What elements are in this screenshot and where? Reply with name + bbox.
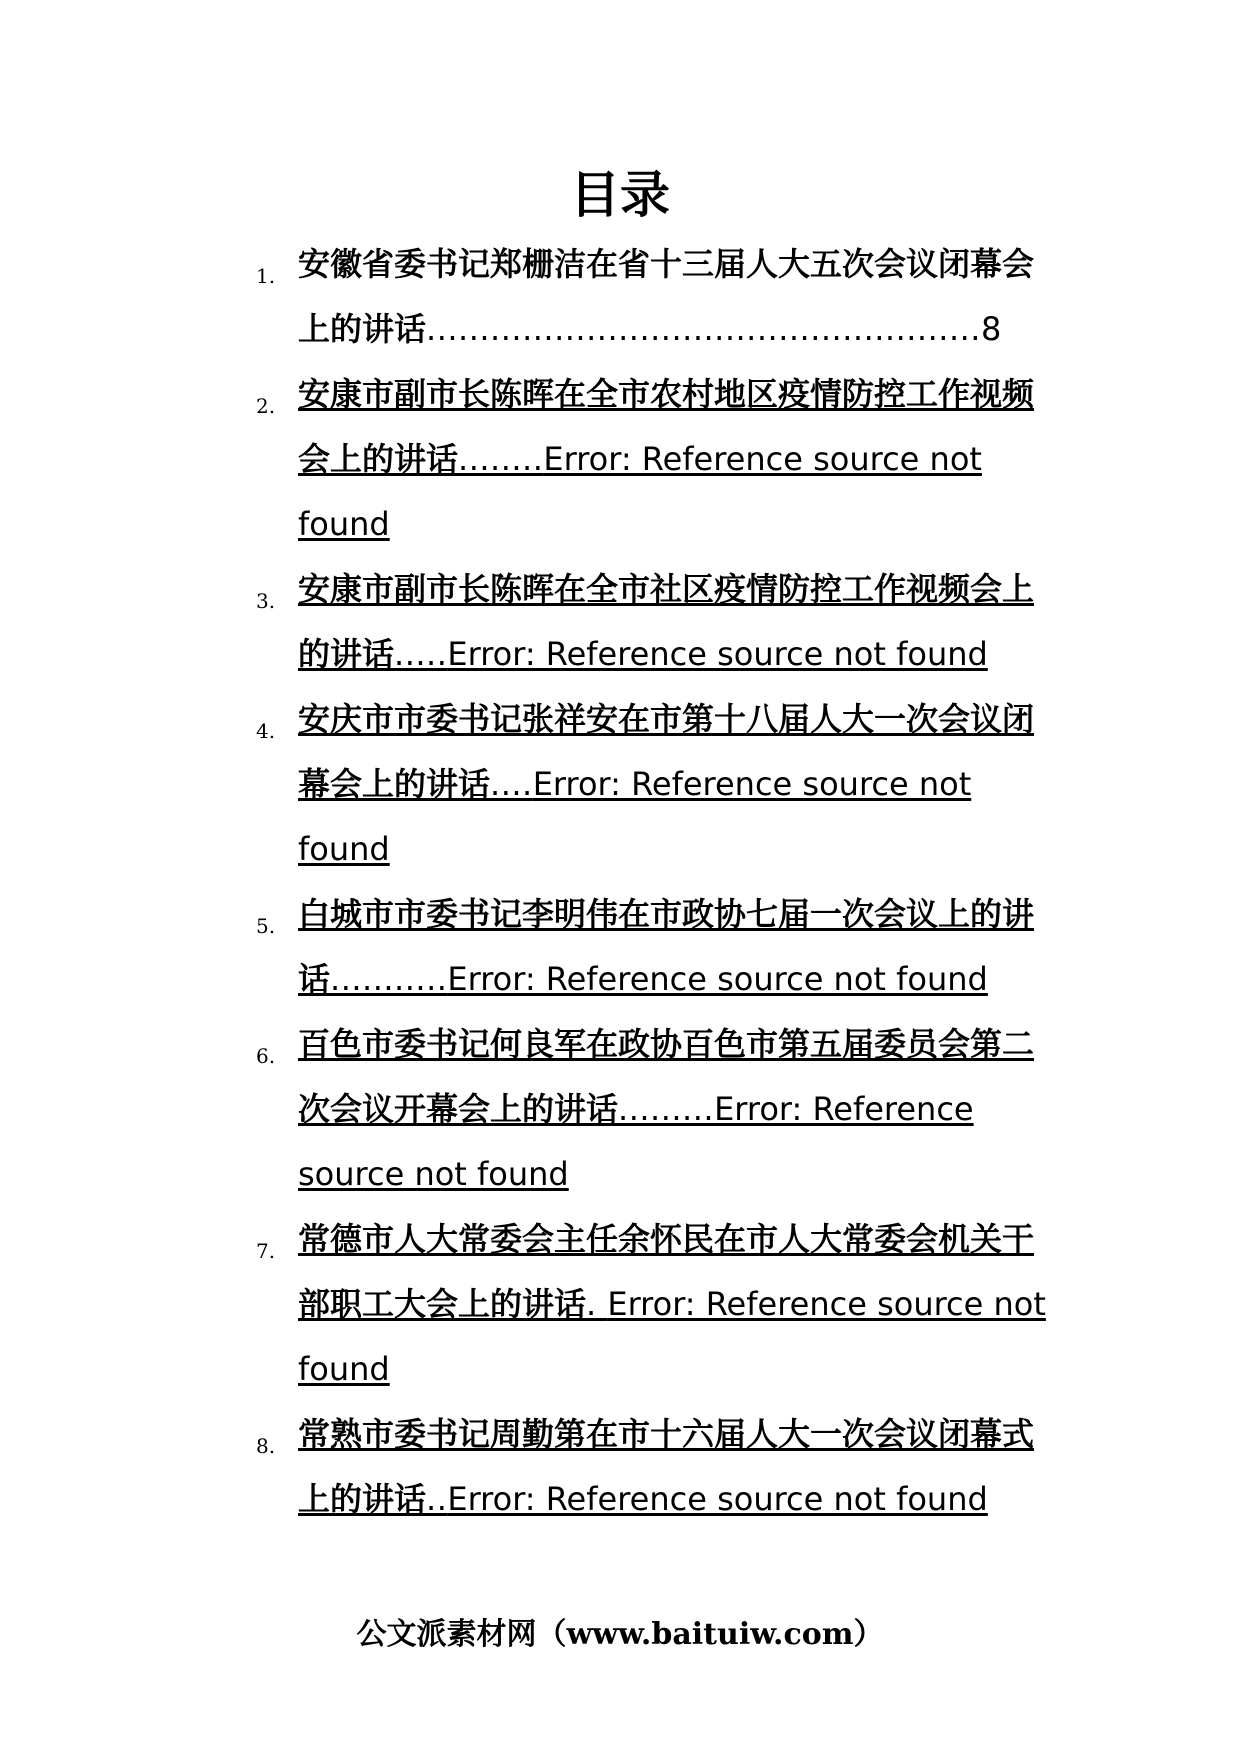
toc-entry[interactable] (0, 1012, 1240, 1207)
page-title: 目录 (570, 166, 670, 224)
toc-entry-heading[interactable]: 安康市副市长陈晖在全市农村地区疫情防控工作视频会上的讲话 (298, 375, 1035, 478)
toc-entry-link[interactable] (298, 882, 1055, 1012)
toc-entry-number: 8. (256, 1434, 276, 1458)
toc-entry-number: 7. (256, 1239, 276, 1263)
toc-entry-number: 3. (256, 589, 276, 613)
toc-entry-page-ref: Error: Reference source not found (298, 1285, 1046, 1388)
toc-entry-page-ref: 8 (980, 310, 1002, 348)
toc-entry[interactable] (0, 557, 1240, 687)
toc-entry-leader: ......... (618, 1090, 715, 1128)
toc-entry-heading[interactable]: 常德市人大常委会主任余怀民在市人大常委会机关干部职工大会上的讲话 (298, 1220, 1035, 1323)
toc-entry-leader: .. (426, 1480, 448, 1518)
toc-entry-heading[interactable]: 白城市市委书记李明伟在市政协七届一次会议上的讲话 (298, 895, 1035, 998)
toc-entry-page-ref: Error: Reference source not found (447, 960, 988, 998)
toc-entry[interactable] (0, 1402, 1240, 1532)
toc-entry-page-ref: Error: Reference source not found (298, 440, 982, 543)
toc-entry-heading[interactable]: 百色市委书记何良军在政协百色市第五届委员会第二次会议开幕会上的讲话 (298, 1025, 1035, 1128)
toc-entry-link[interactable] (298, 1207, 1055, 1402)
page-footer: 公文派素材网（www.baituiw.com） (356, 1617, 884, 1652)
toc-entry-leader: ........... (330, 960, 448, 998)
toc-entry[interactable] (0, 232, 1240, 362)
toc-entry-link[interactable] (298, 362, 1055, 557)
toc-entry-number: 2. (256, 394, 276, 418)
toc-entry-number: 1. (256, 264, 276, 288)
table-of-contents (0, 232, 1240, 1532)
toc-entry-heading[interactable]: 安康市副市长陈晖在全市社区疫情防控工作视频会上的讲话 (298, 570, 1035, 673)
toc-entry-number: 6. (256, 1044, 276, 1068)
toc-entry-link[interactable] (298, 1012, 1055, 1207)
toc-entry-leader: .... (490, 765, 533, 803)
toc-entry-link[interactable] (298, 1402, 1055, 1532)
toc-entry[interactable] (0, 1207, 1240, 1402)
toc-entry-leader: . (586, 1285, 608, 1323)
toc-entry-heading[interactable]: 安庆市市委书记张祥安在市第十八届人大一次会议闭幕会上的讲话 (298, 700, 1035, 803)
toc-entry-link[interactable] (298, 687, 1055, 882)
toc-entry-number: 5. (256, 914, 276, 938)
toc-entry-link[interactable] (298, 557, 1055, 687)
toc-entry-heading[interactable]: 常熟市委书记周勤第在市十六届人大一次会议闭幕式上的讲话 (298, 1415, 1035, 1518)
toc-entry-leader: ..... (394, 635, 448, 673)
toc-entry-text[interactable] (298, 232, 1055, 362)
toc-entry-page-ref: Error: Reference source not found (447, 1480, 988, 1518)
toc-entry-page-ref: Error: Reference source not found (298, 765, 972, 868)
toc-entry-leader: .................................................... (426, 310, 981, 348)
toc-entry-page-ref: Error: Reference source not found (447, 635, 988, 673)
toc-entry[interactable] (0, 362, 1240, 557)
toc-entry[interactable] (0, 687, 1240, 882)
toc-entry-leader: ........ (458, 440, 544, 478)
toc-entry-number: 4. (256, 719, 276, 743)
toc-entry-heading[interactable]: 安徽省委书记郑栅洁在省十三届人大五次会议闭幕会上的讲话 (298, 245, 1035, 348)
toc-entry[interactable] (0, 882, 1240, 1012)
toc-entry-page-ref: Error: Reference source not found (298, 1090, 974, 1193)
